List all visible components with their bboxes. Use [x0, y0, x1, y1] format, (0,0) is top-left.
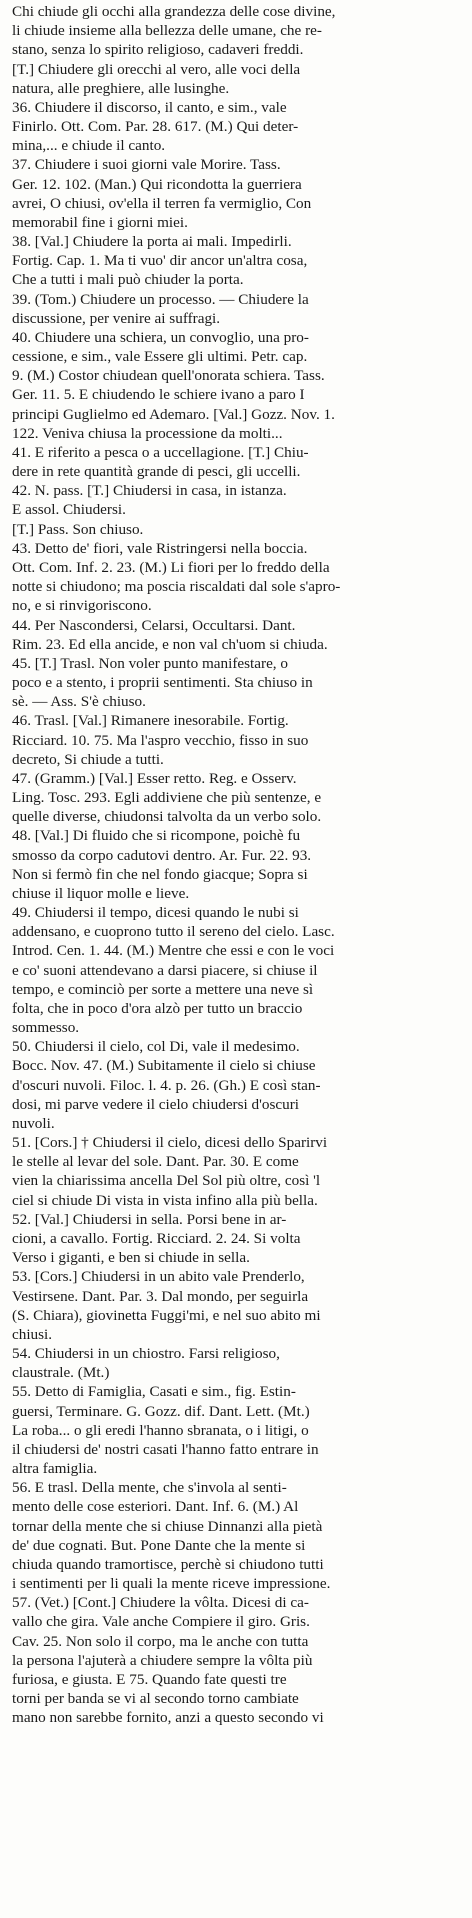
text-line: e co' suoni attendevano a darsi piacere, si chiuse il	[12, 961, 318, 979]
text-line: li chiude insieme alla bellezza delle umane, che re-	[12, 22, 322, 40]
text-line: tornar della mente che si chiuse Dinnanzi alla pietà	[12, 1517, 323, 1535]
text-line: [T.] Chiudere gli orecchi al vero, alle voci della	[12, 60, 301, 78]
text-line: tempo, e cominciò per sorte a mettere una neve sì	[12, 980, 314, 998]
text-line: 45. [T.] Trasl. Non voler punto manifestare, o	[12, 654, 288, 672]
text-line: 52. [Val.] Chiudersi in sella. Porsi bene in ar-	[12, 1210, 287, 1228]
text-line: Ling. Tosc. 293. Egli addiviene che più sentenze, e	[12, 789, 322, 807]
text-line: discussione, per venire ai suffragi.	[12, 309, 221, 327]
text-line: de' due cognati. But. Pone Dante che la mente si	[12, 1536, 306, 1554]
text-line: vien la chiarissima ancella Del Sol più oltre, così 'l	[12, 1172, 321, 1190]
text-line: 46. Trasl. [Val.] Rimanere inesorabile. Fortig.	[12, 712, 289, 730]
text-line: notte si chiudono; ma poscia riscaldati dal sole s'apro-	[12, 578, 341, 596]
text-line: le stelle al levar del sole. Dant. Par. 30. E come	[12, 1153, 299, 1171]
text-line: sommesso.	[12, 1019, 80, 1037]
text-line: smosso da corpo cadutovi dentro. Ar. Fur. 22. 93.	[12, 846, 312, 864]
text-line: 39. (Tom.) Chiudere un processo. — Chiudere la	[12, 290, 309, 308]
text-line: sè. — Ass. S'è chiuso.	[12, 693, 146, 711]
text-line: 38. [Val.] Chiudere la porta ai mali. Impedirli.	[12, 233, 292, 251]
text-line: cessione, e sim., vale Essere gli ultimi. Petr. cap.	[12, 348, 308, 366]
text-line: Ger. 12. 102. (Man.) Qui ricondotta la guerriera	[12, 175, 302, 193]
text-line: il chiudersi de' nostri casati l'hanno fatto entrare in	[12, 1440, 319, 1458]
text-line: chiuda quando tramortisce, perchè si chiudono tutti	[12, 1555, 324, 1573]
text-line: i sentimenti per li quali la mente riceve impressione.	[12, 1575, 331, 1593]
text-line: cioni, a cavallo. Fortig. Ricciard. 2. 24. Si volta	[12, 1230, 301, 1247]
text-line: Cav. 25. Non solo il corpo, ma le anche con tutta	[12, 1632, 309, 1650]
text-line: poco e a stento, i proprii sentimenti. Sta chiuso in	[12, 674, 313, 692]
text-line: dosi, mi parve vedere il cielo chiudersi d'oscuri	[12, 1095, 299, 1113]
text-line: 53. [Cors.] Chiudersi in un abito vale Prenderlo,	[12, 1268, 305, 1286]
text-line: avrei, O chiusi, ov'ella il terren fa vermiglio, Con	[12, 194, 312, 212]
text-line: Che a tutti i mali può chiuder la porta.	[12, 271, 244, 289]
text-line: Ott. Com. Inf. 2. 23. (M.) Li fiori per lo freddo della	[12, 558, 330, 576]
text-line: 56. E trasl. Della mente, che s'invola al senti-	[12, 1479, 287, 1497]
text-line: principi Guglielmo ed Ademaro. [Val.] Gozz. Nov. 1.	[12, 405, 335, 423]
text-line: nuvoli.	[12, 1114, 55, 1132]
text-line: addensano, e cuoprono tutto il sereno del cielo. Lasc.	[12, 923, 335, 941]
text-line: E assol. Chiudersi.	[12, 501, 126, 519]
text-line: claustrale. (Mt.)	[12, 1364, 110, 1382]
text-line: guersi, Terminare. G. Gozz. dif. Dant. Lett. (Mt.)	[12, 1402, 310, 1420]
text-line: la persona l'ajuterà a chiudere sempre la vôlta più	[12, 1651, 313, 1669]
text-line: mina,... e chiude il canto.	[12, 137, 166, 155]
text-line: Vestirsene. Dant. Par. 3. Dal mondo, per seguirla	[12, 1287, 309, 1305]
text-line: Chi chiude gli occhi alla grandezza delle cose divine,	[12, 3, 336, 20]
text-line: 37. Chiudere i suoi giorni vale Morire. Tass.	[12, 156, 281, 174]
text-line: 47. (Gramm.) [Val.] Esser retto. Reg. e Osserv.	[12, 769, 297, 787]
text-line: 41. E riferito a pesca o a uccellagione. [T.] Chiu-	[12, 443, 309, 461]
text-line: Finirlo. Ott. Com. Par. 28. 617. (M.) Qui deter-	[12, 118, 299, 136]
text-line: stano, senza lo spirito religioso, cadaveri freddi.	[12, 41, 304, 59]
text-line: furiosa, e giusta. E 75. Quando fate questi tre	[12, 1670, 287, 1688]
text-line: ciel si chiude Di vista in vista infino alla più bella.	[12, 1191, 318, 1209]
text-line: (S. Chiara), giovinetta Fuggi'mi, e nel suo abito mi	[12, 1306, 321, 1324]
text-line: 9. (M.) Costor chiudean quell'onorata schiera. Tass.	[12, 367, 325, 385]
text-line: mano non sarebbe fornito, anzi a questo secondo vi	[12, 1709, 324, 1727]
text-line: 50. Chiudersi il cielo, col Di, vale il medesimo.	[12, 1038, 300, 1056]
text-line: 48. [Val.] Di fluido che si ricompone, poichè fu	[12, 827, 301, 845]
text-line: folta, che in poco d'ora alzò per tutto un braccio	[12, 999, 303, 1017]
text-line: 40. Chiudere una schiera, un convoglio, una pro-	[12, 328, 309, 346]
text-line: 43. Detto de' fiori, vale Ristringersi nella boccia.	[12, 539, 308, 557]
text-line: 36. Chiudere il discorso, il canto, e sim., vale	[12, 98, 287, 116]
text-line: dere in rete quantità grande di pesci, gli uccelli.	[12, 463, 301, 481]
text-line: mento delle cose esteriori. Dant. Inf. 6. (M.) Al	[12, 1498, 299, 1516]
text-line: decreto, Si chiude a tutti.	[12, 750, 164, 768]
text-line: altra famiglia.	[12, 1460, 98, 1478]
text-line: Verso i giganti, e ben si chiude in sella.	[12, 1249, 250, 1267]
text-line: no, e si rinvigoriscono.	[12, 597, 152, 615]
text-line: 51. [Cors.] † Chiudersi il cielo, dicesi dello Sparirvi	[12, 1134, 328, 1152]
text-line: Non si fermò fin che nel fondo giacque; Sopra si	[12, 865, 308, 883]
text-line: 49. Chiudersi il tempo, dicesi quando le nubi si	[12, 904, 299, 922]
text-line: d'oscuri nuvoli. Filoc. l. 4. p. 26. (Gh.) E così stan-	[12, 1076, 321, 1094]
text-line: vallo che gira. Vale anche Compiere il giro. Gris.	[12, 1613, 310, 1631]
text-line: Fortig. Cap. 1. Ma ti vuo' dir ancor un'altra cosa,	[12, 252, 308, 270]
text-line: 57. (Vet.) [Cont.] Chiudere la vôlta. Dicesi di ca-	[12, 1594, 309, 1612]
text-line: Ricciard. 10. 75. Ma l'aspro vecchio, fisso in suo	[12, 731, 309, 749]
text-line: 55. Detto di Famiglia, Casati e sim., fig. Estin-	[12, 1383, 296, 1401]
text-line: Bocc. Nov. 47. (M.) Subitamente il cielo si chiuse	[12, 1057, 316, 1075]
text-line: 44. Per Nascondersi, Celarsi, Occultarsi. Dant.	[12, 616, 296, 634]
text-line: Rim. 23. Ed ella ancide, e non val ch'uom si chiuda.	[12, 635, 328, 653]
text-line: Introd. Cen. 1. 44. (M.) Mentre che essi e con le voci	[12, 942, 335, 960]
text-line: torni per banda se vi al secondo torno cambiate	[12, 1690, 299, 1708]
text-line: memorabil fine i giorni miei.	[12, 213, 188, 231]
text-line: chiusi.	[12, 1325, 53, 1343]
text-line: La roba... o gli eredi l'hanno sbranata, o i litigi, o	[12, 1421, 309, 1439]
text-line: 54. Chiudersi in un chiostro. Farsi religioso,	[12, 1345, 280, 1363]
text-line: [T.] Pass. Son chiuso.	[12, 520, 144, 538]
dictionary-page	[12, 0, 464, 1912]
text-line: 42. N. pass. [T.] Chiudersi in casa, in istanza.	[12, 482, 287, 500]
text-line: 122. Veniva chiusa la processione da molti...	[12, 424, 283, 442]
text-line: chiuse il liquor molle e lieve.	[12, 884, 190, 902]
text-line: Ger. 11. 5. E chiudendo le schiere ivano a paro I	[12, 386, 305, 404]
text-line: natura, alle preghiere, alle lusinghe.	[12, 79, 230, 97]
text-line: quelle diverse, chiudonsi talvolta da un verbo solo.	[12, 808, 322, 826]
